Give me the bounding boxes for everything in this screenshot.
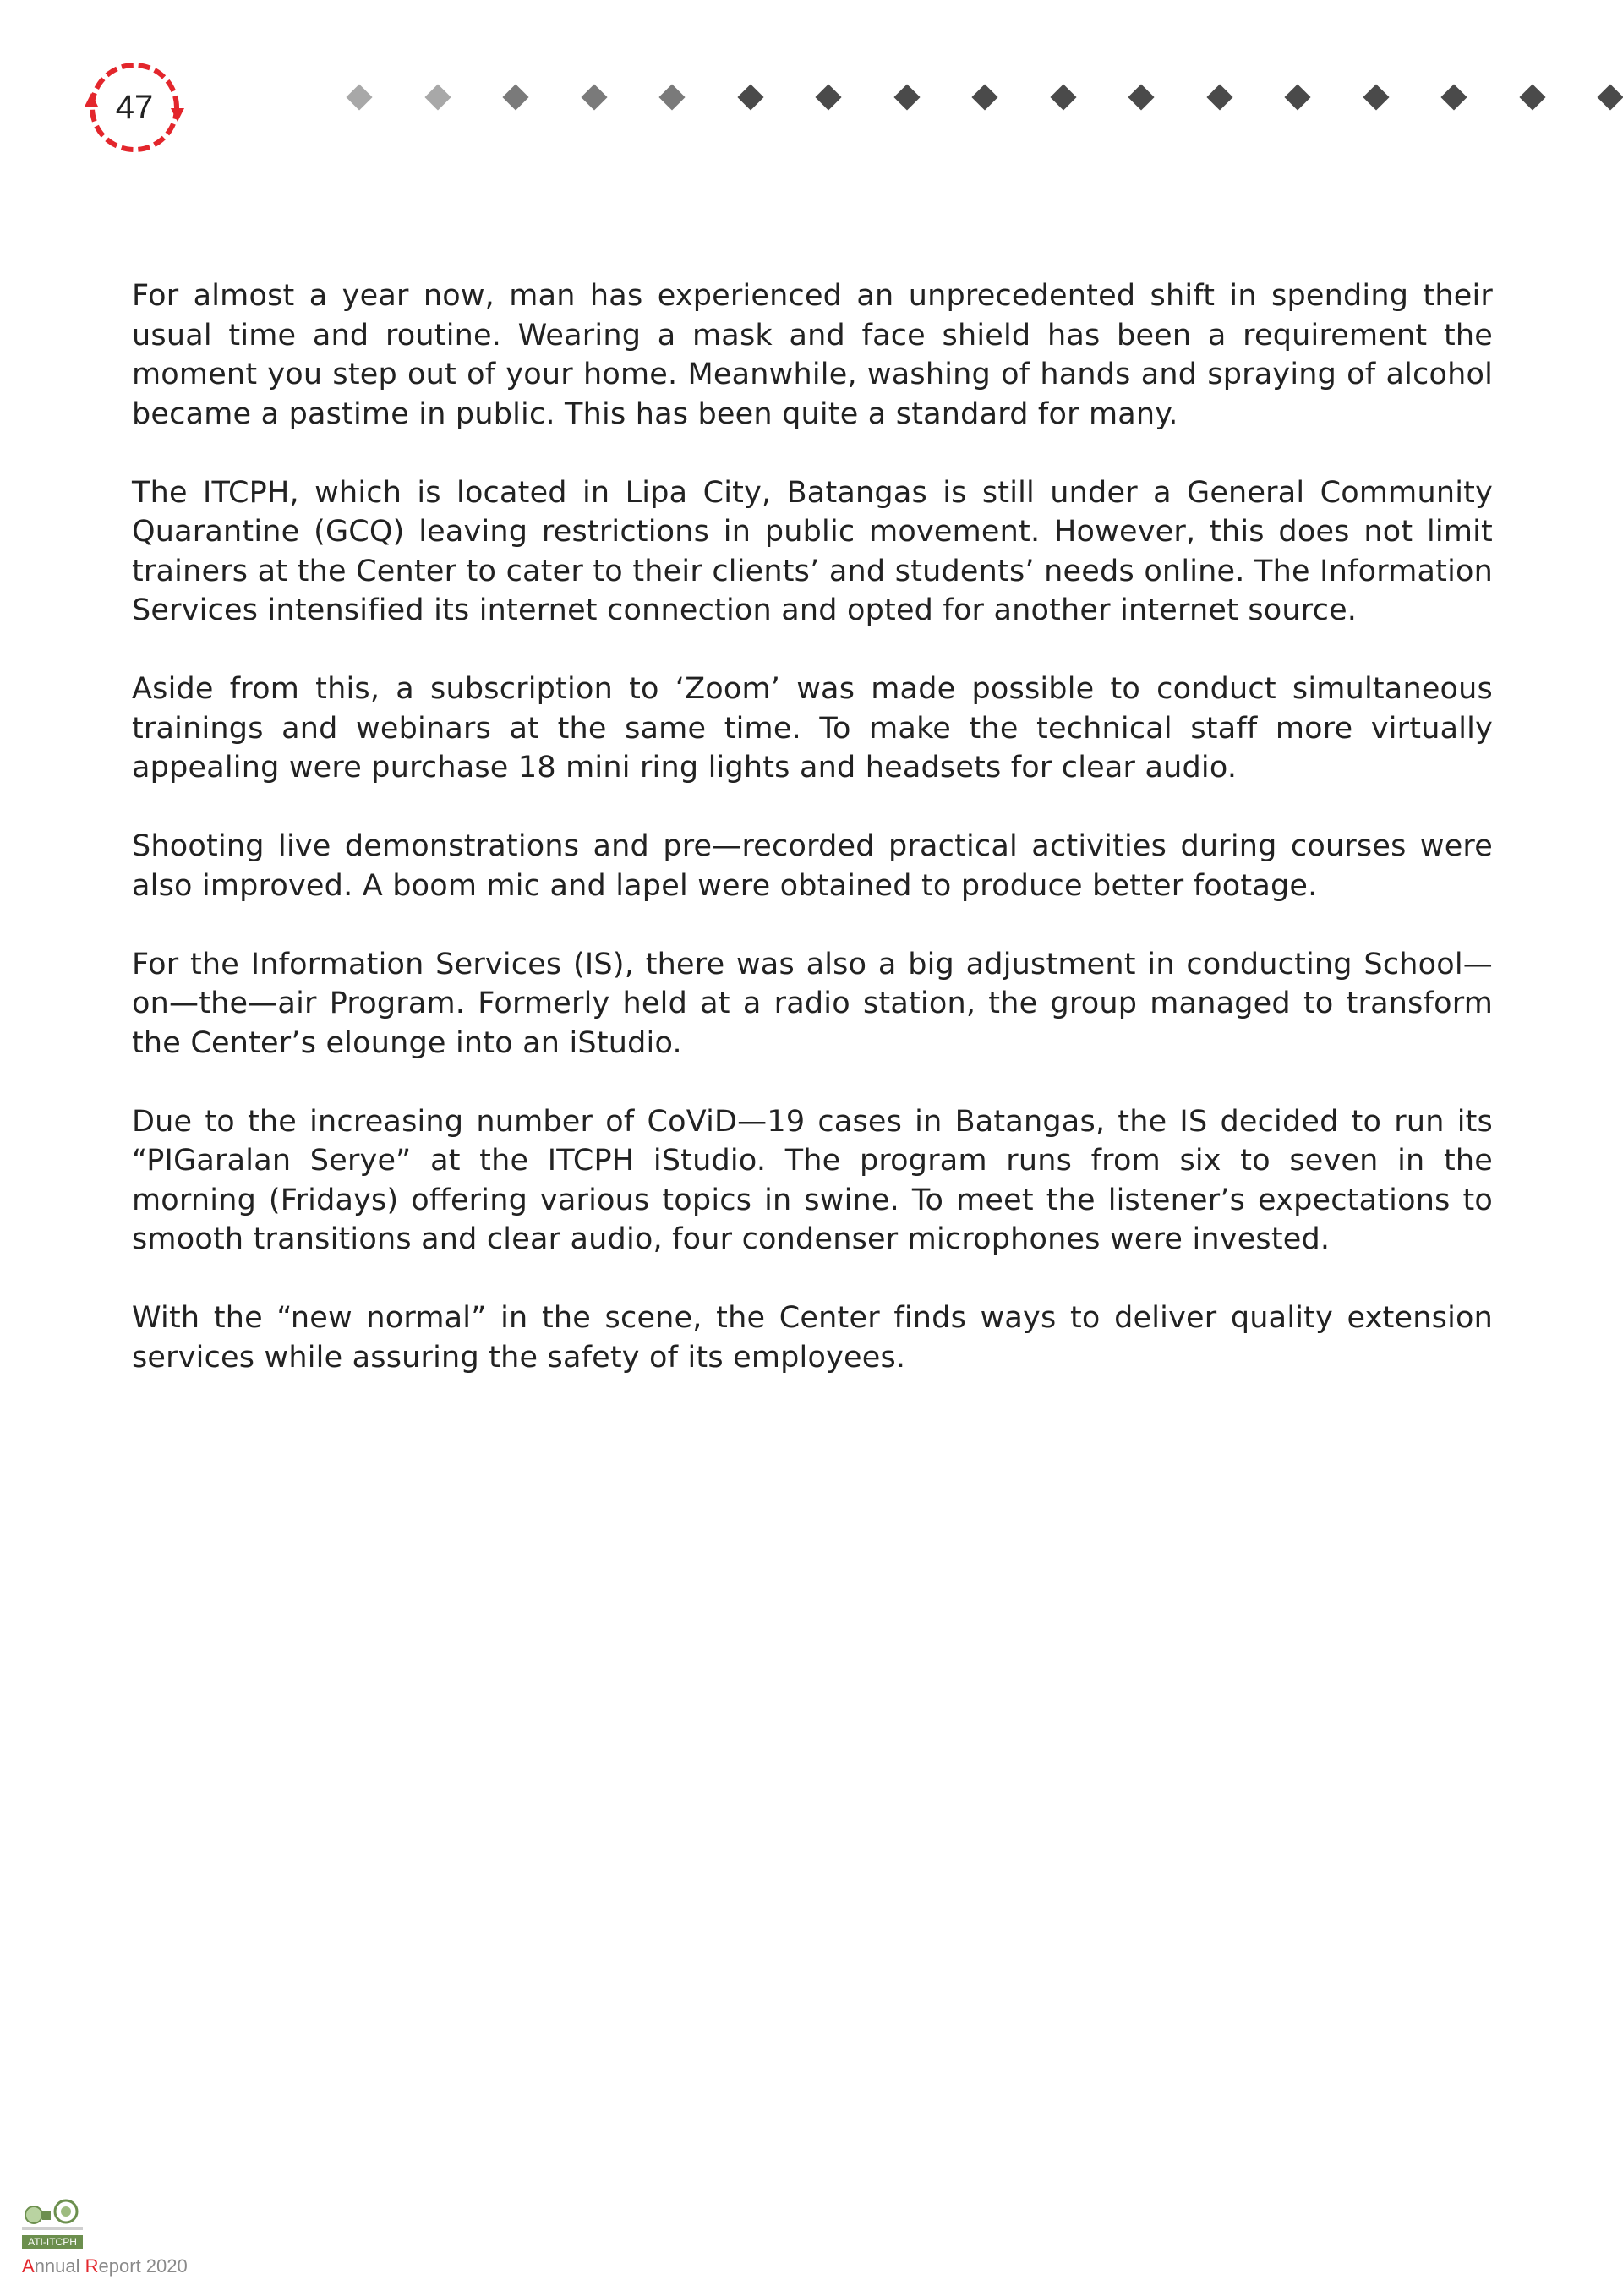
diamond-icon (658, 84, 685, 110)
paragraph: For almost a year now, man has experienced an unprecedented shift in spending their usual time and routine. Wearing a mask and face shield has been a requirement the moment you step out of your home. Meanwhile, washing of hands and spraying of alcohol became a pastime in public. This has been quite a standard for many. (132, 279, 1493, 431)
diamond-icon (1519, 84, 1545, 110)
paragraph: For the Information Services (IS), there was also a big adjustment in conducting School—on—the—air Program. Formerly held at a radio station, the group managed to transform the Center’s elounge into an iStudio. (132, 947, 1493, 1060)
paragraph: Aside from this, a subscription to ‘Zoom’ was made possible to conduct simultaneous trainings and webinars at the same time. To make the technical staff more virtually appealing were purchase 18 mini ring lights and headsets for clear audio. (132, 672, 1493, 784)
diamond-icon (581, 84, 607, 110)
footer-caption-text: eport 2020 (98, 2255, 188, 2277)
ati-itcph-logo (22, 2196, 88, 2257)
page-number: 47 (115, 89, 154, 126)
paragraph: With the “new normal” in the scene, the Center finds ways to deliver quality extension services while assuring the safety of its employees. (132, 1301, 1493, 1375)
diamond-icon (1284, 84, 1310, 110)
diamond-icon (1206, 84, 1232, 110)
logo-label: ATI-ITCPH (22, 2235, 83, 2249)
diamond-icon (1128, 84, 1154, 110)
article-body (132, 276, 1493, 1377)
diamond-icon (893, 84, 920, 110)
page-footer (22, 2196, 276, 2281)
diamond-icon (1597, 84, 1623, 110)
diamond-icon (1440, 84, 1467, 110)
diamond-icon (1050, 84, 1076, 110)
page-header (0, 0, 1623, 203)
logo-emblem-icon (22, 2196, 88, 2235)
footer-caption (22, 2255, 188, 2277)
paragraph: Shooting live demonstrations and pre—recorded practical activities during courses were also improved. A boom mic and lapel were obtained to produce better footage. (132, 829, 1493, 903)
diamond-icon (737, 84, 763, 110)
footer-caption-accent: R (85, 2255, 99, 2277)
footer-caption-text: nnual (34, 2255, 85, 2277)
paragraph: Due to the increasing number of CoViD—19 cases in Batangas, the IS decided to run its “PIGaralan Serye” at the ITCPH iStudio. The program runs from six to seven in the morning (Fridays) offering various topics in swine. To meet the listener’s expectations to smooth transitions and clear audio, four condenser microphones were invested. (132, 1104, 1493, 1256)
page-number-badge (81, 54, 191, 164)
diamond-icon (1363, 84, 1389, 110)
diamond-icon (346, 84, 372, 110)
diamond-icon (502, 84, 528, 110)
paragraph: The ITCPH, which is located in Lipa City, Batangas is still under a General Community Quarantine (GCQ) leaving restrictions in public movement. However, this does not limit trainers at the Center to cater to their clients’ and students’ needs online. The Information Services intensified its internet connection and opted for another internet source. (132, 475, 1493, 627)
footer-caption-accent: A (22, 2255, 35, 2277)
diamond-icon (815, 84, 841, 110)
decorative-diamond-row (338, 81, 1623, 115)
diamond-icon (971, 84, 997, 110)
diamond-icon (424, 84, 451, 110)
